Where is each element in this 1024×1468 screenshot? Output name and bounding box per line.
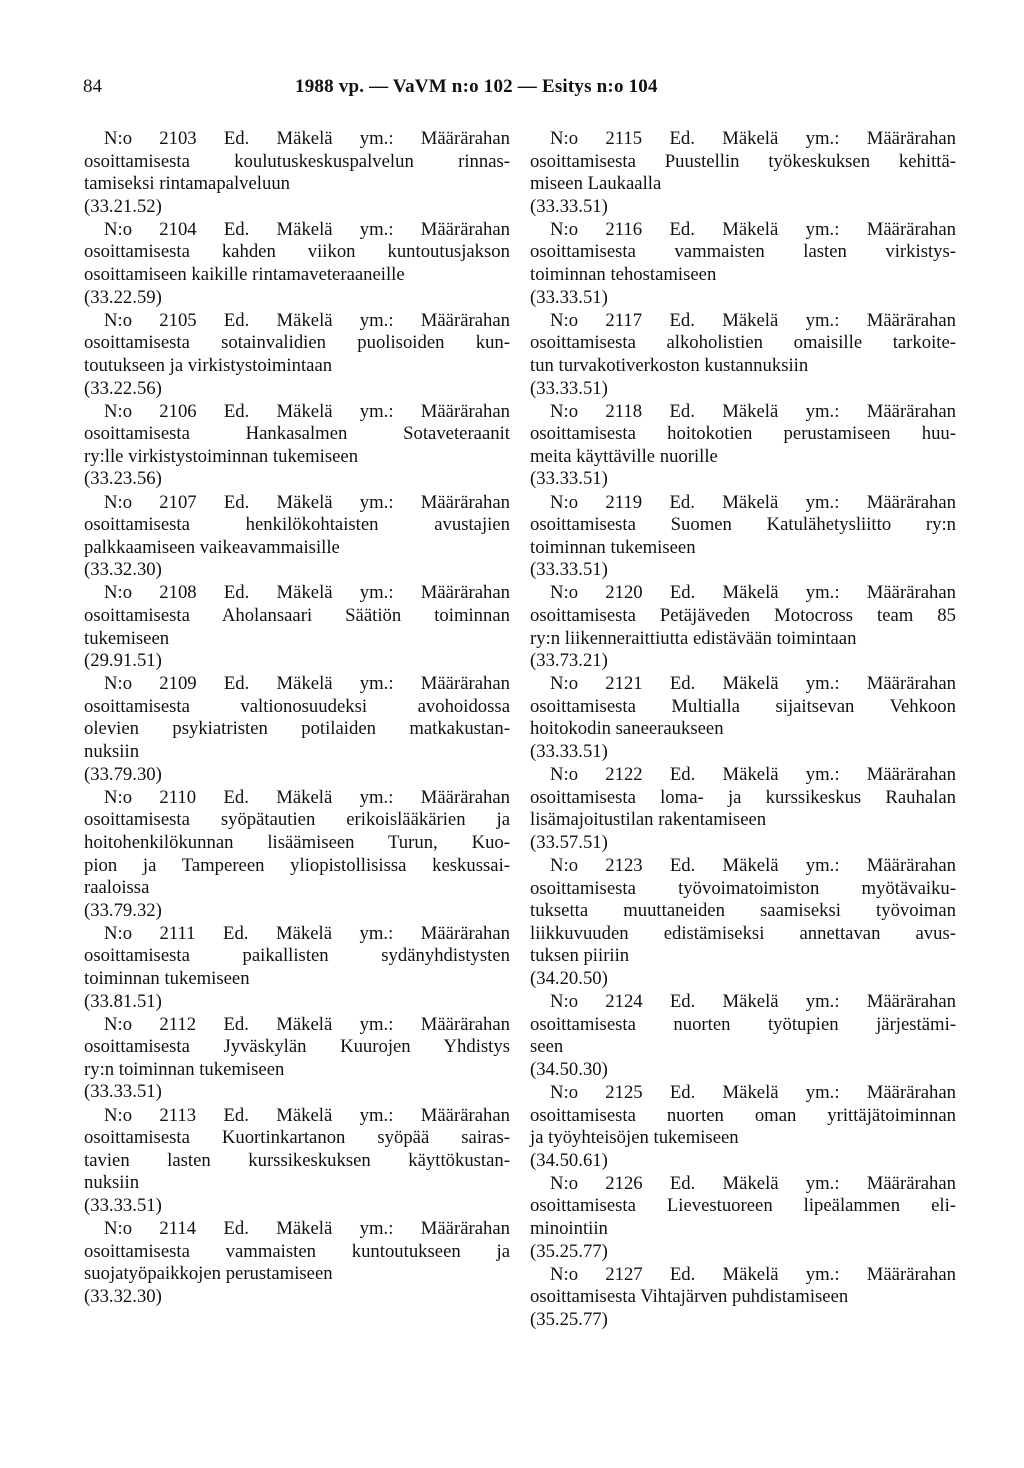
entry-text-line: osoittamisesta Puustellin työkeskuksen kehittä- — [530, 150, 956, 172]
entry-heading-line: N:o 2115 Ed. Mäkelä ym.: Määrärahan — [550, 128, 956, 149]
entry-text-line: nuksiin — [84, 1172, 140, 1194]
entry-text-line: osoittamisesta Vihtajärven puhdistamiseen — [530, 1286, 849, 1308]
entry-text-line: osoittamisesta koulutuskeskuspalvelun rinnas- — [84, 150, 510, 172]
entry-text-line: tamiseksi rintamapalveluun — [84, 173, 291, 195]
budget-item-code: (34.20.50) — [530, 967, 608, 989]
entry-text-line: tuksetta muuttaneiden saamiseksi työvoiman — [530, 900, 956, 922]
motion-entry — [84, 1218, 510, 1308]
budget-item-code: (33.57.51) — [530, 831, 608, 853]
budget-item-code: (33.79.30) — [84, 763, 162, 785]
entry-text-line: osoittamisesta hoitokotien perustamiseen huu- — [530, 423, 956, 445]
entry-text-line: miseen Laukaalla — [530, 173, 662, 195]
entry-heading-line: N:o 2124 Ed. Mäkelä ym.: Määrärahan — [550, 991, 956, 1013]
budget-item-code: (33.32.30) — [84, 559, 162, 581]
right-column — [530, 128, 956, 1332]
budget-item-code: (33.81.51) — [84, 990, 162, 1012]
motion-entry — [530, 1082, 956, 1172]
motion-entry — [530, 855, 956, 991]
motion-entry — [84, 673, 510, 786]
entry-text-line: osoittamisesta työvoimatoimiston myötävaiku- — [530, 877, 956, 899]
entry-text-line: toiminnan tukemiseen — [84, 967, 250, 989]
entry-text-line: ry:n toiminnan tukemiseen — [84, 1058, 285, 1080]
motion-entry — [530, 1173, 956, 1263]
entry-heading-line: N:o 2109 Ed. Mäkelä ym.: Määrärahan — [104, 673, 510, 695]
entry-heading-line: N:o 2110 Ed. Mäkelä ym.: Määrärahan — [104, 786, 510, 808]
entry-text-line: meita käyttäville nuorille — [530, 445, 718, 467]
entry-heading-line: N:o 2116 Ed. Mäkelä ym.: Määrärahan — [550, 218, 956, 240]
entry-text-line: hoitohenkilökunnan lisäämiseen Turun, Kuo- — [84, 831, 510, 853]
entry-heading-line: N:o 2103 Ed. Mäkelä ym.: Määrärahan — [104, 128, 510, 149]
budget-item-code: (33.79.32) — [84, 899, 162, 921]
entry-text-line: osoittamisesta vammaisten lasten virkistys- — [530, 241, 956, 263]
entry-text-line: hoitokodin saneeraukseen — [530, 718, 724, 740]
entry-text-line: osoittamisesta kahden viikon kuntoutusjakson — [84, 241, 510, 263]
budget-item-code: (33.33.51) — [84, 1194, 162, 1216]
entry-text-line: osoittamisesta Hankasalmen Sotaveteraanit — [84, 423, 510, 445]
page-number: 84 — [83, 76, 102, 97]
entry-text-line: osoittamisesta loma- ja kurssikeskus Rauhalan — [530, 786, 956, 808]
motion-entry — [530, 492, 956, 582]
entry-heading-line: N:o 2123 Ed. Mäkelä ym.: Määrärahan — [550, 855, 956, 876]
entry-heading-line: N:o 2114 Ed. Mäkelä ym.: Määrärahan — [104, 1218, 510, 1239]
entry-text-line: palkkaamiseen vaikeavammaisille — [84, 536, 340, 558]
entry-text-line: osoittamisesta Multialla sijaitsevan Vehkoon — [530, 695, 956, 717]
entry-text-line: osoittamisesta Jyväskylän Kuurojen Yhdistys — [84, 1036, 510, 1058]
entry-text-line: osoittamisesta paikallisten sydänyhdistysten — [84, 945, 510, 967]
entry-heading-line: N:o 2127 Ed. Mäkelä ym.: Määrärahan — [550, 1263, 956, 1285]
entry-text-line: osoittamisesta nuorten työtupien järjestämi- — [530, 1013, 956, 1035]
entry-heading-line: N:o 2120 Ed. Mäkelä ym.: Määrärahan — [550, 582, 956, 604]
budget-item-code: (33.22.56) — [84, 377, 162, 399]
entry-text-line: osoittamisesta Suomen Katulähetysliitto ry:n — [530, 514, 956, 536]
entry-text-line: osoittamisesta Aholansaari Säätiön toiminnan — [84, 604, 510, 626]
budget-item-code: (35.25.77) — [530, 1308, 608, 1330]
budget-item-code: (33.22.59) — [84, 286, 162, 308]
motion-entry — [530, 582, 956, 672]
entry-text-line: osoittamisesta nuorten oman yrittäjätoiminnan — [530, 1104, 956, 1126]
budget-item-code: (33.33.51) — [84, 1081, 162, 1103]
page-header — [83, 76, 943, 100]
entry-text-line: tavien lasten kurssikeskuksen käyttökustan- — [84, 1149, 510, 1171]
entry-text-line: osoittamisesta Kuortinkartanon syöpää sairas- — [84, 1127, 510, 1149]
entry-text-line: osoittamisesta syöpätautien erikoislääkärien ja — [84, 809, 510, 831]
entry-heading-line: N:o 2111 Ed. Mäkelä ym.: Määrärahan — [104, 922, 510, 944]
budget-item-code: (33.33.51) — [530, 377, 608, 399]
motion-entry — [530, 991, 956, 1081]
entry-text-line: tukemiseen — [84, 627, 170, 649]
entry-heading-line: N:o 2117 Ed. Mäkelä ym.: Määrärahan — [550, 309, 956, 331]
motion-entry — [84, 492, 510, 582]
entry-text-line: ry:n liikenneraittiutta edistävään toimintaan — [530, 627, 857, 649]
motion-entry — [530, 673, 956, 763]
entry-heading-line: N:o 2119 Ed. Mäkelä ym.: Määrärahan — [550, 491, 956, 513]
budget-item-code: (34.50.61) — [530, 1149, 608, 1171]
entry-heading-line: N:o 2106 Ed. Mäkelä ym.: Määrärahan — [104, 400, 510, 422]
budget-item-code: (35.25.77) — [530, 1240, 608, 1262]
left-column — [84, 128, 510, 1309]
entry-text-line: liikkuvuuden edistämiseksi annettavan avus- — [530, 922, 956, 944]
motion-entry — [84, 1105, 510, 1218]
entry-text-line: osoittamisesta Lievestuoreen lipeälammen eli- — [530, 1195, 956, 1217]
entry-text-line: osoittamiseen kaikille rintamaveteraaneille — [84, 264, 405, 286]
motion-entry — [84, 128, 510, 218]
entry-text-line: osoittamisesta valtionosuudeksi avohoidossa — [84, 695, 510, 717]
entry-text-line: minointiin — [530, 1218, 608, 1239]
motion-entry — [84, 787, 510, 923]
entry-text-line: osoittamisesta Petäjäveden Motocross team 85 — [530, 604, 956, 626]
budget-item-code: (33.33.51) — [530, 286, 608, 308]
entry-text-line: tuksen piiriin — [530, 945, 630, 967]
entry-text-line: olevien psykiatristen potilaiden matkakustan- — [84, 718, 510, 740]
entry-text-line: pion ja Tampereen yliopistollisissa keskussai- — [84, 854, 510, 876]
motion-entry — [530, 401, 956, 491]
budget-item-code: (33.21.52) — [84, 195, 162, 217]
entry-heading-line: N:o 2118 Ed. Mäkelä ym.: Määrärahan — [550, 400, 956, 422]
budget-item-code: (33.32.30) — [84, 1285, 162, 1307]
motion-entry — [84, 219, 510, 309]
entry-text-line: seen — [530, 1036, 564, 1058]
entry-text-line: osoittamisesta vammaisten kuntoutukseen ja — [84, 1240, 510, 1262]
budget-item-code: (33.33.51) — [530, 468, 608, 490]
motion-entry — [530, 310, 956, 400]
entry-heading-line: N:o 2112 Ed. Mäkelä ym.: Määrärahan — [104, 1013, 510, 1035]
entry-heading-line: N:o 2125 Ed. Mäkelä ym.: Määrärahan — [550, 1081, 956, 1103]
budget-item-code: (33.33.51) — [530, 741, 608, 763]
budget-item-code: (29.91.51) — [84, 650, 162, 672]
entry-heading-line: N:o 2108 Ed. Mäkelä ym.: Määrärahan — [104, 582, 510, 604]
entry-text-line: toiminnan tehostamiseen — [530, 264, 717, 286]
motion-entry — [84, 401, 510, 491]
entry-text-line: tun turvakotiverkoston kustannuksiin — [530, 354, 809, 376]
entry-text-line: osoittamisesta henkilökohtaisten avustajien — [84, 514, 510, 536]
motion-entry — [530, 1264, 956, 1332]
entry-heading-line: N:o 2126 Ed. Mäkelä ym.: Määrärahan — [550, 1172, 956, 1194]
running-head: 1988 vp. — VaVM n:o 102 — Esitys n:o 104 — [295, 76, 658, 97]
motion-entry — [84, 1014, 510, 1104]
entry-heading-line: N:o 2105 Ed. Mäkelä ym.: Määrärahan — [104, 309, 510, 331]
motion-entry — [84, 582, 510, 672]
entry-heading-line: N:o 2107 Ed. Mäkelä ym.: Määrärahan — [104, 491, 510, 513]
entry-text-line: nuksiin — [84, 741, 140, 763]
entry-text-line: toutukseen ja virkistystoimintaan — [84, 354, 333, 376]
entry-heading-line: N:o 2104 Ed. Mäkelä ym.: Määrärahan — [104, 218, 510, 240]
entry-text-line: ry:lle virkistystoiminnan tukemiseen — [84, 445, 359, 467]
entry-text-line: toiminnan tukemiseen — [530, 536, 696, 558]
entry-heading-line: N:o 2121 Ed. Mäkelä ym.: Määrärahan — [550, 673, 956, 695]
entry-text-line: raaloissa — [84, 877, 150, 899]
motion-entry — [84, 923, 510, 1013]
budget-item-code: (33.23.56) — [84, 468, 162, 490]
budget-item-code: (33.33.51) — [530, 195, 608, 217]
entry-heading-line: N:o 2113 Ed. Mäkelä ym.: Määrärahan — [104, 1104, 510, 1126]
entry-text-line: osoittamisesta alkoholistien omaisille tarkoite- — [530, 332, 956, 354]
budget-item-code: (34.50.30) — [530, 1058, 608, 1080]
motion-entry — [530, 219, 956, 309]
entry-text-line: lisämajoitustilan rakentamiseen — [530, 809, 767, 831]
entry-heading-line: N:o 2122 Ed. Mäkelä ym.: Määrärahan — [550, 764, 956, 786]
entry-text-line: ja työyhteisöjen tukemiseen — [530, 1127, 739, 1149]
budget-item-code: (33.33.51) — [530, 559, 608, 581]
motion-entry — [84, 310, 510, 400]
motion-entry — [530, 128, 956, 218]
entry-text-line: osoittamisesta sotainvalidien puolisoiden kun- — [84, 332, 510, 354]
motion-entry — [530, 764, 956, 854]
budget-item-code: (33.73.21) — [530, 650, 608, 672]
entry-text-line: suojatyöpaikkojen perustamiseen — [84, 1263, 333, 1285]
